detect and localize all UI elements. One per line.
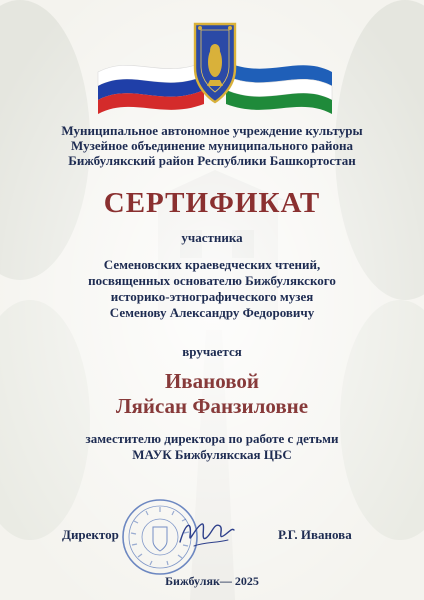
organization-header-line3: Бижбулякский район Республики Башкортостан	[68, 153, 356, 168]
participant-label: участника	[181, 230, 243, 245]
director-label: Директор	[62, 527, 119, 542]
certificate-title: СЕРТИФИКАТ	[103, 187, 321, 219]
event-description-line4: Семенову Александру Федоровичу	[109, 305, 315, 320]
place-and-year: Бижбуляк— 2025	[165, 574, 259, 588]
flags-icon	[92, 20, 338, 120]
event-description-line3: историко-этнографического музея	[110, 289, 314, 304]
recipient-given-names: Ляйсан Фанзиловне	[115, 394, 309, 418]
organization-header-line1: Муниципальное автономное учреждение культуры	[61, 123, 363, 138]
event-description-line2: посвященных основателю Бижбулякского	[88, 273, 336, 288]
event-description	[40, 257, 384, 321]
signature-icon	[176, 512, 236, 552]
organization-header-line2: Музейное объединение муниципального района	[71, 138, 353, 153]
organization-header	[20, 123, 404, 168]
recipient-position	[40, 431, 384, 463]
recipient-position-line1: заместителю директора по работе с детьми	[85, 431, 339, 446]
recipient-position-line2: МАУК Бижбулякская ЦБС	[132, 447, 292, 462]
recipient-name	[0, 369, 424, 419]
recipient-surname: Ивановой	[164, 369, 260, 393]
director-name: Р.Г. Иванова	[278, 527, 352, 542]
event-description-line1: Семеновских краеведческих чтений,	[103, 257, 321, 272]
awarded-label: вручается	[182, 344, 242, 359]
